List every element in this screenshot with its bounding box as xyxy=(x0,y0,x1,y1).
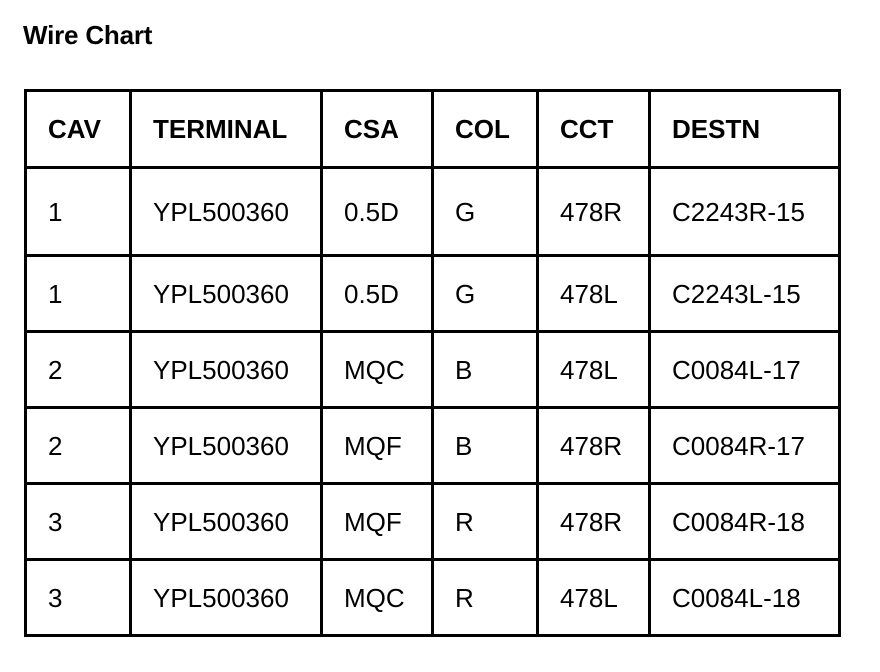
cell-csa: MQF xyxy=(322,408,433,484)
cell-cct: 478L xyxy=(538,560,650,636)
cell-cav: 1 xyxy=(26,256,131,332)
table-row xyxy=(26,256,840,332)
wire-chart-table xyxy=(24,89,841,637)
table-row xyxy=(26,484,840,560)
cell-csa: 0.5D xyxy=(322,256,433,332)
cell-cav: 3 xyxy=(26,560,131,636)
table-row xyxy=(26,560,840,636)
cell-col: R xyxy=(433,560,538,636)
table-row xyxy=(26,168,840,256)
cell-destn: C0084L-17 xyxy=(650,332,840,408)
cell-csa: MQC xyxy=(322,332,433,408)
cell-cav: 3 xyxy=(26,484,131,560)
cell-cct: 478R xyxy=(538,408,650,484)
cell-terminal: YPL500360 xyxy=(131,560,322,636)
cell-col: G xyxy=(433,256,538,332)
cell-destn: C0084L-18 xyxy=(650,560,840,636)
header-csa: CSA xyxy=(322,91,433,168)
cell-col: G xyxy=(433,168,538,256)
cell-cct: 478R xyxy=(538,484,650,560)
cell-cav: 1 xyxy=(26,168,131,256)
cell-cav: 2 xyxy=(26,408,131,484)
header-cct: CCT xyxy=(538,91,650,168)
cell-col: B xyxy=(433,408,538,484)
cell-destn: C0084R-18 xyxy=(650,484,840,560)
cell-terminal: YPL500360 xyxy=(131,484,322,560)
cell-cct: 478R xyxy=(538,168,650,256)
table-row xyxy=(26,408,840,484)
cell-csa: MQF xyxy=(322,484,433,560)
cell-col: R xyxy=(433,484,538,560)
cell-destn: C0084R-17 xyxy=(650,408,840,484)
header-col: COL xyxy=(433,91,538,168)
cell-csa: 0.5D xyxy=(322,168,433,256)
cell-destn: C2243L-15 xyxy=(650,256,840,332)
cell-cct: 478L xyxy=(538,332,650,408)
table-header-row xyxy=(26,91,840,168)
cell-terminal: YPL500360 xyxy=(131,332,322,408)
header-cav: CAV xyxy=(26,91,131,168)
cell-csa: MQC xyxy=(322,560,433,636)
header-terminal: TERMINAL xyxy=(131,91,322,168)
cell-terminal: YPL500360 xyxy=(131,256,322,332)
cell-terminal: YPL500360 xyxy=(131,408,322,484)
cell-col: B xyxy=(433,332,538,408)
header-destn: DESTN xyxy=(650,91,840,168)
cell-cav: 2 xyxy=(26,332,131,408)
cell-cct: 478L xyxy=(538,256,650,332)
page-title: Wire Chart xyxy=(23,20,153,50)
cell-terminal: YPL500360 xyxy=(131,168,322,256)
table-row xyxy=(26,332,840,408)
cell-destn: C2243R-15 xyxy=(650,168,840,256)
